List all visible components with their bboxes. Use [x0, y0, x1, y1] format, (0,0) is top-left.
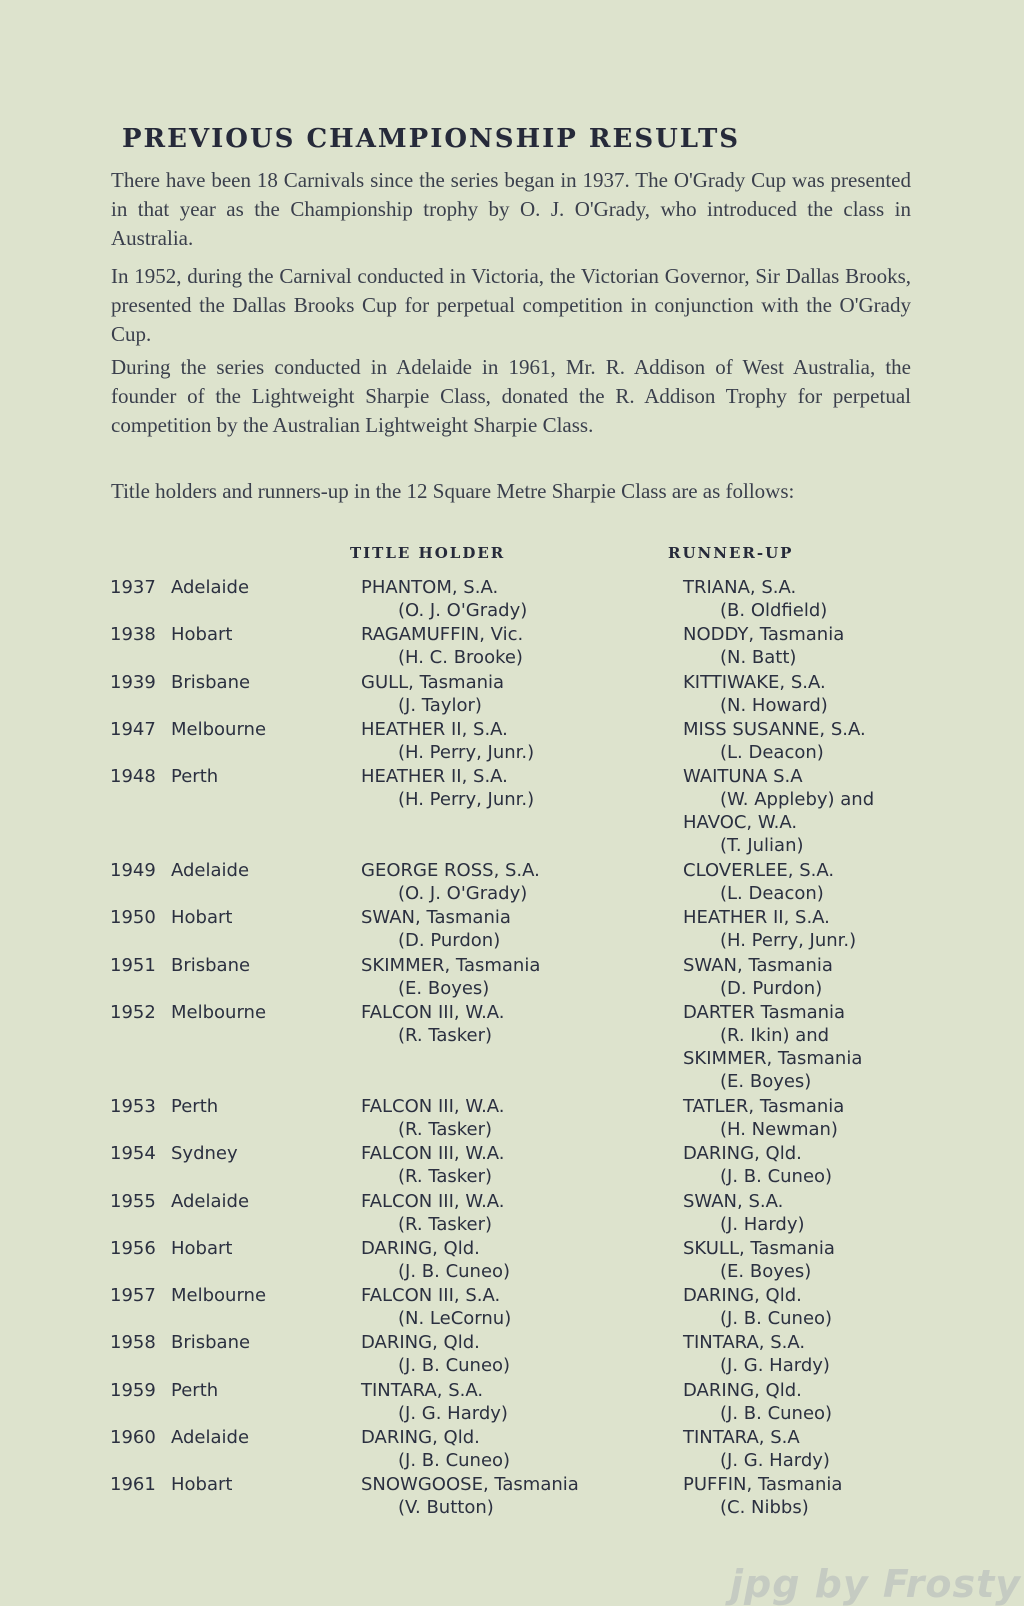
skipper-name: (J. B. Cuneo) — [720, 1166, 833, 1188]
skipper-name: (J. Hardy) — [720, 1213, 805, 1235]
row-runner-up — [683, 859, 993, 905]
skipper-name: (N. Batt) — [720, 647, 797, 669]
boat-name: TATLER, Tasmania — [683, 1095, 845, 1117]
row-title-holder — [361, 1284, 661, 1330]
row-year: 1951 — [110, 954, 156, 976]
skipper-name: (J. B. Cuneo) — [720, 1308, 833, 1330]
row-year: 1948 — [110, 766, 156, 788]
row-runner-up — [683, 1190, 993, 1236]
row-venue: Melbourne — [171, 718, 267, 740]
row-year: 1937 — [110, 577, 156, 598]
skipper-name: (B. Oldfield) — [720, 600, 828, 621]
boat-name: DARING, Qld. — [683, 1285, 802, 1307]
row-year: 1952 — [110, 1002, 156, 1023]
row-venue: Brisbane — [171, 671, 251, 693]
boat-name: DARING, Qld. — [683, 1143, 802, 1165]
boat-name: TINTARA, S.A. — [683, 1332, 806, 1354]
row-runner-up — [683, 1284, 993, 1330]
boat-name: WAITUNA S.A — [683, 766, 803, 788]
row-year: 1953 — [110, 1095, 156, 1117]
boat-name: HAVOC, W.A. — [683, 812, 798, 834]
boat-name: DARING, Qld. — [361, 1427, 480, 1448]
skipper-name: (T. Julian) — [720, 835, 804, 857]
row-venue: Sydney — [171, 1143, 238, 1165]
row-year: 1959 — [110, 1379, 156, 1401]
skipper-name: (R. Tasker) — [398, 1213, 493, 1235]
intro-paragraph-dallas-brooks: In 1952, during the Carnival conducted in Victoria, the Victorian Governor, Sir Dallas Brooks, presented the Dallas Brooks Cup for perpetual competition in conjunction with the O'Grady Cup. — [111, 264, 911, 346]
row-year: 1960 — [110, 1427, 156, 1448]
boat-name: DARING, Qld. — [361, 1332, 480, 1354]
row-runner-up — [683, 1379, 993, 1425]
boat-name: PUFFIN, Tasmania — [683, 1474, 843, 1496]
intro-paragraph-carnivals: There have been 18 Carnivals since the series began in 1937. The O'Grady Cup was presented in that year as the Championship trophy by O. J. O'Grady, who introduced the class in Australia. — [111, 168, 911, 250]
boat-name: SWAN, Tasmania — [361, 907, 511, 929]
skipper-name: (H. Newman) — [720, 1118, 838, 1140]
skipper-name: (J. B. Cuneo) — [398, 1450, 511, 1471]
boat-name: SWAN, S.A. — [683, 1190, 784, 1212]
boat-name: FALCON III, W.A. — [361, 1095, 505, 1117]
row-venue: Adelaide — [171, 860, 250, 882]
boat-name: PHANTOM, S.A. — [361, 577, 499, 598]
boat-name: DARTER Tasmania — [683, 1002, 846, 1023]
skipper-name: (O. J. O'Grady) — [398, 600, 528, 621]
boat-name: RAGAMUFFIN, Vic. — [361, 624, 524, 646]
row-title-holder — [361, 1095, 661, 1141]
row-runner-up — [683, 718, 993, 764]
skipper-name: (R. Tasker) — [398, 1118, 493, 1140]
boat-name: SKIMMER, Tasmania — [683, 1048, 863, 1069]
row-title-holder — [361, 1142, 661, 1188]
row-year: 1958 — [110, 1332, 156, 1354]
skipper-name: (J. G. Hardy) — [398, 1402, 508, 1424]
row-runner-up — [683, 906, 993, 952]
boat-name: TINTARA, S.A. — [361, 1379, 484, 1401]
row-title-holder — [361, 765, 661, 811]
boat-name: HEATHER II, S.A. — [361, 718, 508, 740]
boat-name: FALCON III, W.A. — [361, 1002, 505, 1023]
boat-name: FALCON III, W.A. — [361, 1190, 505, 1212]
row-venue: Perth — [171, 1095, 219, 1117]
boat-name: MISS SUSANNE, S.A. — [683, 718, 866, 740]
row-venue: Brisbane — [171, 954, 251, 976]
row-runner-up — [683, 1142, 993, 1188]
skipper-name: (H. Perry, Junr.) — [720, 930, 857, 952]
row-venue: Hobart — [171, 1474, 233, 1496]
row-year: 1949 — [110, 860, 156, 882]
row-runner-up — [683, 1426, 993, 1472]
skipper-name: (J. G. Hardy) — [720, 1450, 830, 1471]
skipper-name: (R. Tasker) — [398, 1025, 493, 1046]
row-title-holder — [361, 1473, 661, 1519]
row-title-holder — [361, 1190, 661, 1236]
skipper-name: (L. Deacon) — [720, 883, 824, 905]
skipper-name: (D. Purdon) — [720, 977, 823, 999]
skipper-name: (E. Boyes) — [720, 1260, 812, 1282]
row-year: 1955 — [110, 1190, 156, 1212]
row-title-holder — [361, 718, 661, 764]
row-title-holder — [361, 954, 661, 1000]
row-runner-up — [683, 623, 993, 669]
skipper-name: (R. Tasker) — [398, 1166, 493, 1188]
row-year: 1961 — [110, 1474, 156, 1496]
boat-name: DARING, Qld. — [361, 1237, 480, 1259]
row-venue: Brisbane — [171, 1332, 251, 1354]
row-title-holder — [361, 1426, 661, 1472]
boat-name: NODDY, Tasmania — [683, 624, 845, 646]
row-runner-up — [683, 1001, 993, 1093]
skipper-name: (C. Nibbs) — [720, 1497, 809, 1519]
row-venue: Melbourne — [171, 1002, 267, 1023]
boat-name: FALCON III, W.A. — [361, 1143, 505, 1165]
row-title-holder — [361, 1237, 661, 1283]
row-venue: Hobart — [171, 624, 233, 646]
row-title-holder — [361, 1001, 661, 1047]
column-header-title-holder: TITLE HOLDER — [350, 544, 506, 562]
row-venue: Hobart — [171, 1237, 233, 1259]
skipper-name: (L. Deacon) — [720, 741, 824, 763]
skipper-name: (E. Boyes) — [720, 1071, 812, 1092]
intro-paragraph-title-holders: Title holders and runners-up in the 12 Square Metre Sharpie Class are as follows: — [111, 479, 795, 503]
row-runner-up — [683, 1331, 993, 1377]
page-title: PREVIOUS CHAMPIONSHIP RESULTS — [122, 124, 741, 154]
boat-name: TRIANA, S.A. — [683, 577, 797, 598]
row-year: 1956 — [110, 1237, 156, 1259]
skipper-name: (N. Howard) — [720, 694, 828, 716]
boat-name: FALCON III, S.A. — [361, 1285, 501, 1307]
skipper-name: (J. Taylor) — [398, 694, 482, 716]
skipper-name: (H. Perry, Junr.) — [398, 789, 535, 811]
row-title-holder — [361, 671, 661, 717]
row-title-holder — [361, 859, 661, 905]
skipper-name: (R. Ikin) and — [720, 1025, 830, 1046]
row-runner-up — [683, 1095, 993, 1141]
skipper-name: (N. LeCornu) — [398, 1308, 512, 1330]
row-title-holder — [361, 576, 661, 622]
intro-paragraph-addison: During the series conducted in Adelaide in 1961, Mr. R. Addison of West Australia, the founder of the Lightweight Sharpie Class, donated the R. Addison Trophy for perpetual competition by the Australian Lightweight Sharpie Class. — [111, 355, 911, 437]
boat-name: SNOWGOOSE, Tasmania — [361, 1474, 579, 1496]
row-venue: Perth — [171, 1379, 219, 1401]
skipper-name: (J. B. Cuneo) — [398, 1355, 511, 1377]
row-runner-up — [683, 1473, 993, 1519]
boat-name: TINTARA, S.A — [683, 1427, 800, 1448]
skipper-name: (J. B. Cuneo) — [398, 1260, 511, 1282]
skipper-name: (E. Boyes) — [398, 977, 490, 999]
row-runner-up — [683, 954, 993, 1000]
boat-name: CLOVERLEE, S.A. — [683, 860, 835, 882]
row-venue: Adelaide — [171, 1190, 250, 1212]
skipper-name: (D. Purdon) — [398, 930, 501, 952]
skipper-name: (W. Appleby) and — [720, 789, 875, 811]
row-runner-up — [683, 765, 993, 857]
row-venue: Perth — [171, 766, 219, 788]
row-year: 1954 — [110, 1143, 156, 1165]
row-venue: Adelaide — [171, 577, 250, 598]
skipper-name: (O. J. O'Grady) — [398, 883, 528, 905]
row-venue: Hobart — [171, 907, 233, 929]
row-year: 1939 — [110, 671, 156, 693]
skipper-name: (J. B. Cuneo) — [720, 1402, 833, 1424]
row-runner-up — [683, 1237, 993, 1283]
skipper-name: (V. Button) — [398, 1497, 494, 1519]
boat-name: HEATHER II, S.A. — [683, 907, 830, 929]
row-title-holder — [361, 1331, 661, 1377]
row-year: 1947 — [110, 718, 156, 740]
row-runner-up — [683, 576, 993, 622]
skipper-name: (H. Perry, Junr.) — [398, 741, 535, 763]
row-year: 1950 — [110, 907, 156, 929]
skipper-name: (J. G. Hardy) — [720, 1355, 830, 1377]
boat-name: SKULL, Tasmania — [683, 1237, 835, 1259]
row-venue: Adelaide — [171, 1427, 250, 1448]
boat-name: DARING, Qld. — [683, 1379, 802, 1401]
row-year: 1957 — [110, 1285, 156, 1307]
row-year: 1938 — [110, 624, 156, 646]
row-title-holder — [361, 1379, 661, 1425]
watermark: jpg by Frosty — [730, 1562, 1022, 1606]
boat-name: HEATHER II, S.A. — [361, 766, 508, 788]
row-venue: Melbourne — [171, 1285, 267, 1307]
row-title-holder — [361, 623, 661, 669]
boat-name: KITTIWAKE, S.A. — [683, 671, 826, 693]
boat-name: SKIMMER, Tasmania — [361, 954, 541, 976]
boat-name: GEORGE ROSS, S.A. — [361, 860, 540, 882]
boat-name: GULL, Tasmania — [361, 671, 505, 693]
row-title-holder — [361, 906, 661, 952]
skipper-name: (H. C. Brooke) — [398, 647, 523, 669]
boat-name: SWAN, Tasmania — [683, 954, 833, 976]
row-runner-up — [683, 671, 993, 717]
column-header-runner-up: RUNNER-UP — [668, 544, 794, 562]
